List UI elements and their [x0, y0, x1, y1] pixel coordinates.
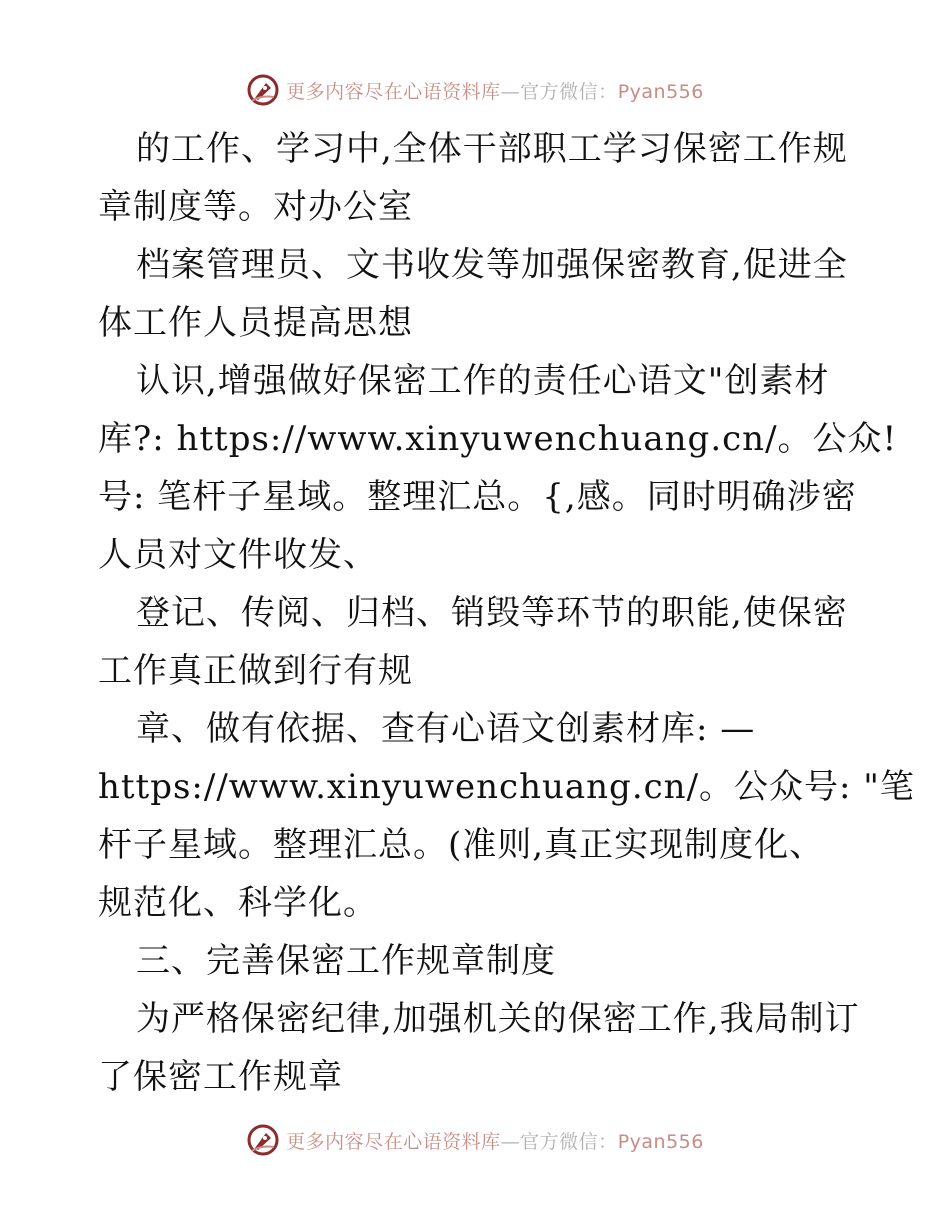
pen-nib-logo-icon: [246, 1123, 280, 1157]
footer-slogan-main: 更多内容尽在心语资料库: [286, 1130, 501, 1153]
header-slogan: [286, 77, 704, 104]
header-slogan-official: —官方微信：: [500, 80, 618, 103]
text-line: 认识,增强做好保密工作的责任心语文"创素材: [136, 361, 830, 401]
footer-slogan: [286, 1127, 704, 1154]
text-line: 规范化、科学化。: [98, 883, 378, 923]
text-line: 杆子星域。整理汇总。(准则,真正实现制度化、: [98, 825, 825, 865]
header-banner: [0, 70, 950, 110]
footer-banner: [0, 1120, 950, 1160]
text-line: https://www.xinyuwenchuang.cn/。公众号: "笔: [98, 767, 915, 807]
text-line: 章、做有依据、查有心语文创素材库: —: [136, 709, 756, 749]
text-line: 体工作人员提高思想: [98, 303, 413, 343]
footer-slogan-official: —官方微信：: [500, 1130, 618, 1153]
text-line: 了保密工作规章: [98, 1057, 343, 1097]
footer-wechat-id: Pyan556: [617, 1130, 704, 1153]
text-line: 库?: https://www.xinyuwenchuang.cn/。公众!: [98, 419, 898, 459]
text-line: 为严格保密纪律,加强机关的保密工作,我局制订: [136, 999, 860, 1039]
header-slogan-main: 更多内容尽在心语资料库: [286, 80, 501, 103]
header-wechat-id: Pyan556: [617, 80, 704, 103]
text-line: 档案管理员、文书收发等加强保密教育,促进全: [136, 245, 848, 285]
text-line: 号: 笔杆子星域。整理汇总。{,感。同时明确涉密: [98, 477, 857, 517]
text-line: 工作真正做到行有规: [98, 651, 413, 691]
text-line: 人员对文件收发、: [98, 535, 378, 575]
text-line: 章制度等。对办公室: [98, 187, 413, 227]
document-body: [98, 120, 915, 1106]
text-line: 登记、传阅、归档、销毁等环节的职能,使保密: [136, 593, 848, 633]
text-line: 三、完善保密工作规章制度: [136, 941, 556, 981]
text-line: 的工作、学习中,全体干部职工学习保密工作规: [136, 129, 848, 169]
pen-nib-logo-icon: [246, 73, 280, 107]
